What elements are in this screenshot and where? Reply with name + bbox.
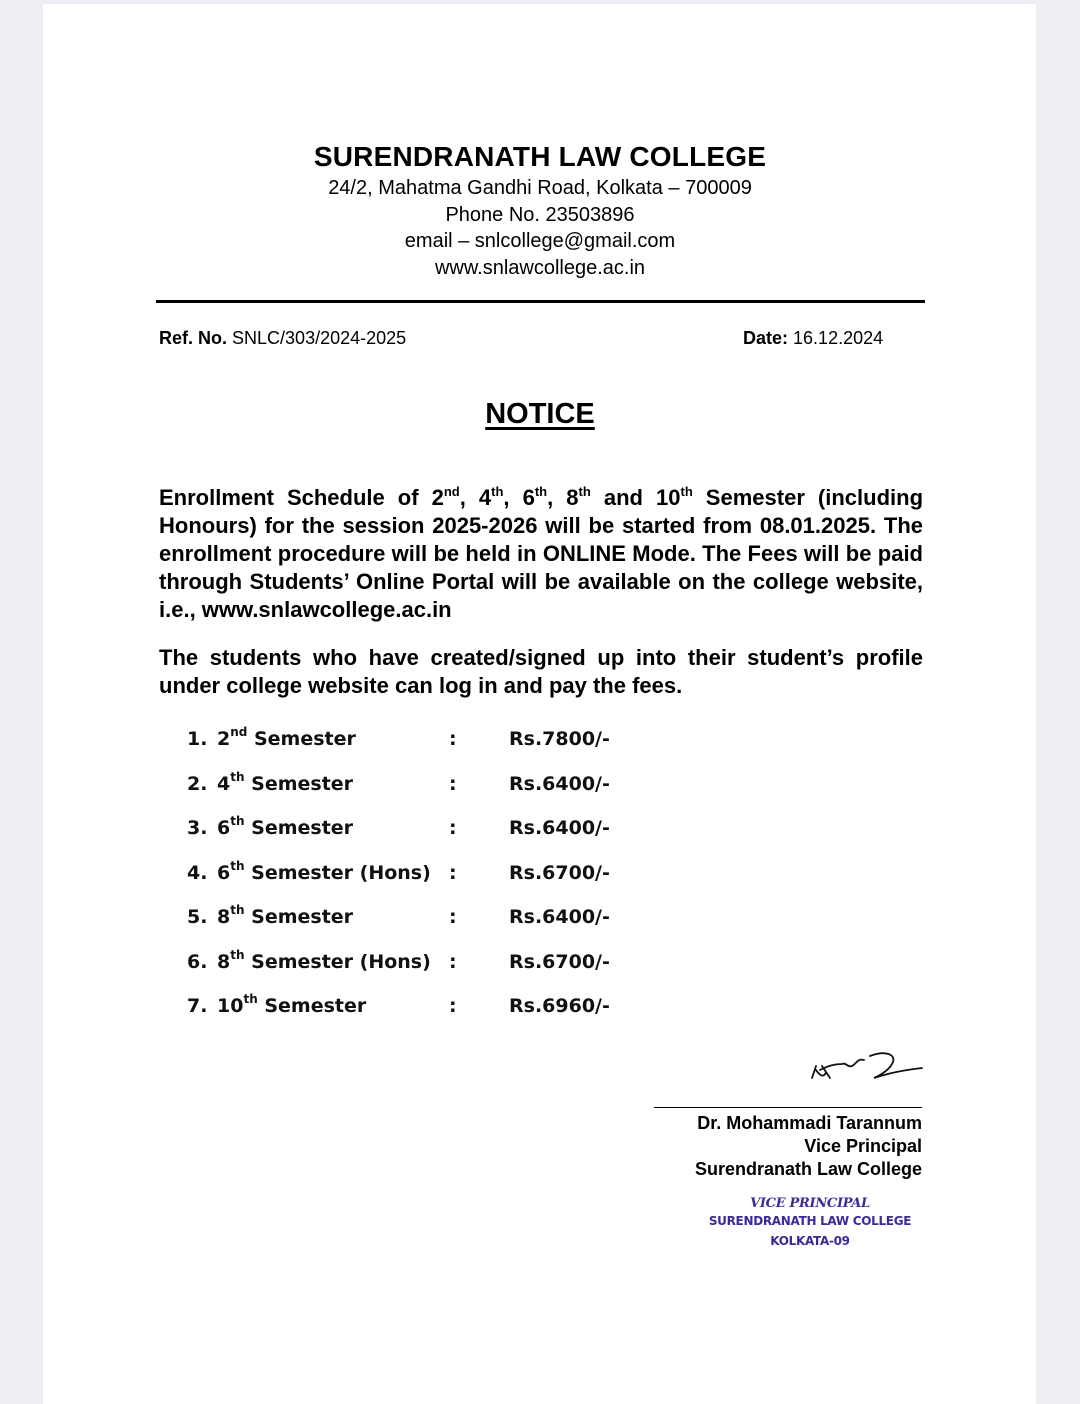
sem-number: 4 bbox=[217, 773, 231, 795]
date-label: Date: bbox=[743, 328, 789, 348]
college-website: www.snlawcollege.ac.in bbox=[434, 257, 646, 279]
reference-number bbox=[159, 328, 406, 349]
ordinal-suffix: th bbox=[491, 484, 504, 499]
fee-semester bbox=[217, 725, 356, 750]
fee-row bbox=[187, 948, 627, 981]
sem-label: Semester bbox=[257, 995, 367, 1017]
fee-amount: Rs.6700/- bbox=[509, 951, 610, 973]
fee-index: 6. bbox=[187, 951, 208, 973]
ordinal-suffix: th bbox=[230, 903, 245, 917]
fee-index: 3. bbox=[187, 817, 208, 839]
notice-date bbox=[743, 328, 883, 349]
fee-colon: : bbox=[449, 995, 457, 1017]
header-divider bbox=[156, 300, 925, 303]
signature-line bbox=[654, 1107, 922, 1108]
fee-colon: : bbox=[449, 817, 457, 839]
fee-amount: Rs.6400/- bbox=[509, 817, 610, 839]
fee-amount: Rs.7800/- bbox=[509, 728, 610, 750]
sem-number: 8 bbox=[217, 906, 231, 928]
fee-index: 2. bbox=[187, 773, 208, 795]
sem-label: Semester bbox=[244, 773, 354, 795]
para-text: , 4 bbox=[459, 485, 492, 510]
fee-row bbox=[187, 859, 627, 892]
fee-amount: Rs.6400/- bbox=[509, 773, 610, 795]
ordinal-suffix: th bbox=[230, 814, 245, 828]
sem-number: 2 bbox=[217, 728, 231, 750]
fee-colon: : bbox=[449, 728, 457, 750]
fee-colon: : bbox=[449, 773, 457, 795]
para-text: Enrollment Schedule of 2 bbox=[159, 485, 444, 510]
notice-paragraph-2: The students who have created/signed up into their student’s profile under college website can log in and pay the fees. bbox=[159, 645, 923, 698]
sem-label: Semester (Hons) bbox=[244, 951, 431, 973]
fee-colon: : bbox=[449, 906, 457, 928]
ordinal-suffix: th bbox=[243, 992, 258, 1006]
sem-number: 6 bbox=[217, 862, 231, 884]
para-text: , 6 bbox=[503, 485, 535, 510]
sem-number: 8 bbox=[217, 951, 231, 973]
stamp-line-2: SURENDRANATH LAW COLLEGE bbox=[708, 1214, 912, 1228]
ref-value: SNLC/303/2024-2025 bbox=[232, 328, 407, 348]
college-address: 24/2, Mahatma Gandhi Road, Kolkata – 700009 bbox=[328, 177, 752, 199]
sem-label: Semester (Hons) bbox=[244, 862, 431, 884]
ordinal-suffix: th bbox=[230, 859, 245, 873]
ordinal-suffix: th bbox=[578, 484, 591, 499]
sem-label: Semester bbox=[244, 906, 354, 928]
ordinal-suffix: th bbox=[230, 770, 245, 784]
fee-index: 5. bbox=[187, 906, 208, 928]
fee-row bbox=[187, 814, 627, 847]
para-text: and 10 bbox=[590, 485, 681, 510]
fee-amount: Rs.6960/- bbox=[509, 995, 610, 1017]
handwritten-signature bbox=[808, 1048, 928, 1088]
sem-label: Semester bbox=[247, 728, 356, 750]
fee-row bbox=[187, 770, 627, 803]
fee-semester bbox=[217, 948, 431, 973]
college-email: email – snlcollege@gmail.com bbox=[404, 230, 676, 252]
sem-number: 10 bbox=[217, 995, 244, 1017]
college-name: SURENDRANATH LAW COLLEGE bbox=[313, 141, 767, 172]
ordinal-suffix: th bbox=[680, 484, 693, 499]
signatory-institution: Surendranath Law College bbox=[694, 1159, 922, 1179]
ref-label: Ref. No. bbox=[159, 328, 228, 348]
fee-semester bbox=[217, 770, 354, 795]
fee-index: 7. bbox=[187, 995, 208, 1017]
fee-index: 1. bbox=[187, 728, 208, 750]
fee-amount: Rs.6700/- bbox=[509, 862, 610, 884]
ordinal-suffix: th bbox=[230, 948, 245, 962]
date-value: 16.12.2024 bbox=[793, 328, 884, 348]
notice-title: NOTICE bbox=[485, 398, 595, 430]
fee-row bbox=[187, 903, 627, 936]
fee-row bbox=[187, 992, 627, 1025]
ordinal-suffix: nd bbox=[230, 725, 248, 739]
sem-label: Semester bbox=[244, 817, 354, 839]
fee-index: 4. bbox=[187, 862, 208, 884]
ordinal-suffix: th bbox=[534, 484, 548, 499]
fee-semester bbox=[217, 814, 354, 839]
fee-semester bbox=[217, 859, 431, 884]
signatory-designation: Vice Principal bbox=[804, 1136, 922, 1156]
stamp-line-1: VICE PRINCIPAL bbox=[750, 1196, 870, 1211]
para-text: Semester (including Honours) for the session 2025-2026 will be started from 08.01.2025. The enrollment procedure will be held in ONLINE Mode. The Fees will be paid through Students’ Online Portal will be available on the college website, i.e., www.snlawcollege.ac.in bbox=[159, 485, 924, 622]
sem-number: 6 bbox=[217, 817, 231, 839]
fee-colon: : bbox=[449, 951, 457, 973]
fee-amount: Rs.6400/- bbox=[509, 906, 610, 928]
para-text: , 8 bbox=[547, 485, 579, 510]
stamp-line-3: KOLKATA-09 bbox=[770, 1234, 850, 1248]
fee-semester bbox=[217, 992, 367, 1017]
fee-colon: : bbox=[449, 862, 457, 884]
signatory-name: Dr. Mohammadi Tarannum bbox=[697, 1113, 922, 1133]
ordinal-suffix: nd bbox=[443, 484, 460, 499]
fee-row bbox=[187, 725, 627, 758]
notice-paragraph-1 bbox=[159, 484, 923, 624]
fee-semester bbox=[217, 903, 354, 928]
college-phone: Phone No. 23503896 bbox=[445, 204, 635, 226]
